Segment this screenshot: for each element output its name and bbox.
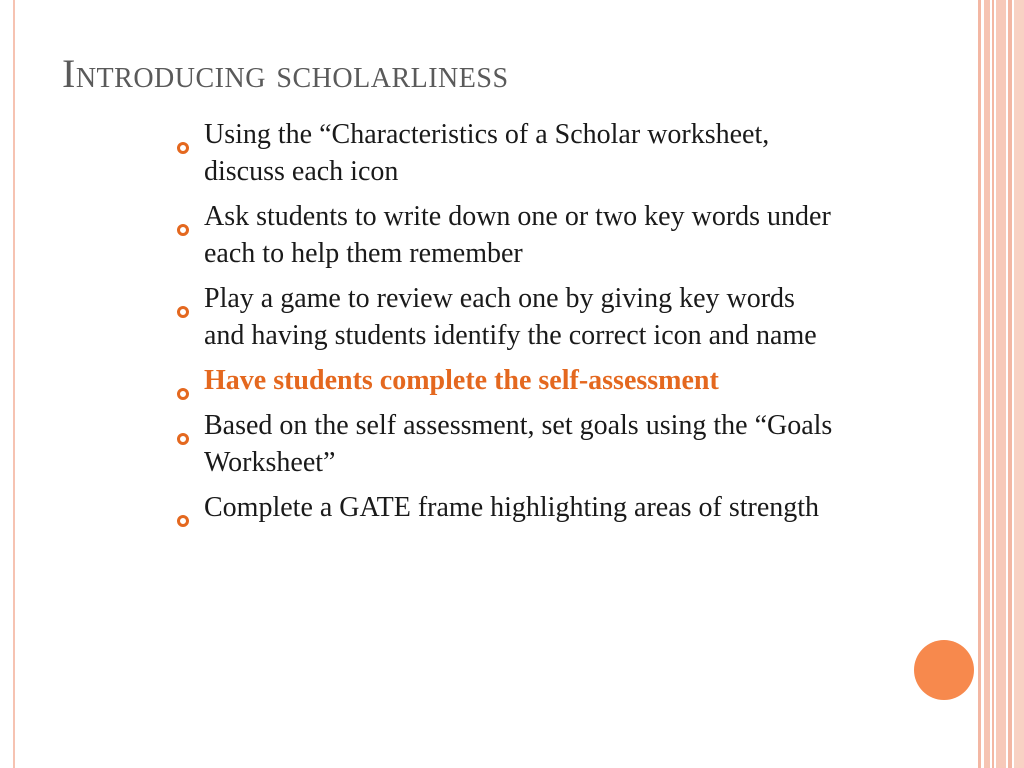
orange-circle-icon bbox=[914, 640, 974, 700]
bullet-ring-icon bbox=[176, 128, 190, 142]
bullet-list bbox=[176, 116, 836, 534]
bullet-text: Have students complete the self-assessment bbox=[204, 365, 719, 396]
slide-title: Introducing scholarliness bbox=[62, 51, 509, 96]
bullet-ring-icon bbox=[176, 210, 190, 224]
bullet-item bbox=[176, 407, 836, 481]
decorative-stripe bbox=[996, 0, 1006, 768]
bullet-item bbox=[176, 116, 836, 190]
bullet-text: Ask students to write down one or two key words under each to help them remember bbox=[204, 201, 831, 269]
bullet-ring-icon bbox=[176, 292, 190, 306]
bullet-item bbox=[176, 489, 836, 526]
decorative-stripe bbox=[1014, 0, 1024, 768]
decorative-stripe bbox=[984, 0, 990, 768]
bullet-ring-icon bbox=[176, 501, 190, 515]
decorative-stripe bbox=[1008, 0, 1012, 768]
decorative-stripe bbox=[992, 0, 994, 768]
bullet-text: Complete a GATE frame highlighting areas of strength bbox=[204, 492, 820, 523]
bullet-item-highlighted bbox=[176, 362, 836, 399]
bullet-ring-icon bbox=[176, 419, 190, 433]
bullet-text: Play a game to review each one by giving key words and having students identify the correct icon and name bbox=[204, 283, 817, 351]
bullet-text: Using the “Characteristics of a Scholar worksheet, discuss each icon bbox=[204, 119, 770, 187]
bullet-item bbox=[176, 198, 836, 272]
bullet-ring-icon bbox=[176, 374, 190, 388]
bullet-text: Based on the self assessment, set goals using the “Goals Worksheet” bbox=[204, 410, 833, 478]
bullet-item bbox=[176, 280, 836, 354]
decorative-stripe bbox=[978, 0, 981, 768]
left-border-line bbox=[13, 0, 15, 768]
